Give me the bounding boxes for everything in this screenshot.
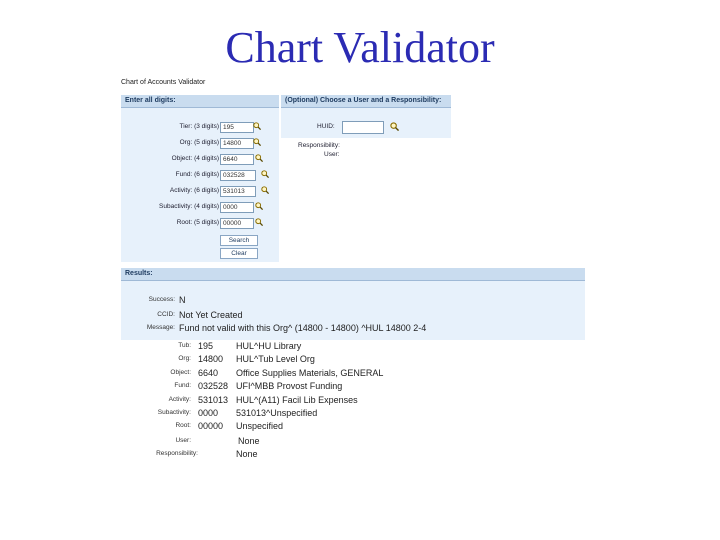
subactivity-label: Subactivity: (4 digits) (159, 203, 219, 210)
user-result-label: User: (175, 437, 191, 444)
responsibility-result-label: Responsibility: (156, 450, 198, 457)
detail-label: Root: (175, 422, 191, 429)
detail-desc: HUL^HU Library (236, 341, 302, 351)
huid-magnifier-icon[interactable] (390, 122, 399, 131)
optional-header: (Optional) Choose a User and a Responsibility: (281, 95, 451, 108)
message-row (121, 324, 175, 335)
detail-desc: UFI^MBB Provost Funding (236, 381, 343, 391)
form-row-tier (121, 122, 279, 134)
success-label: Success: (148, 296, 175, 303)
detail-desc: Office Supplies Materials, GENERAL (236, 368, 384, 378)
huid-input[interactable] (342, 121, 384, 134)
tier-magnifier-icon[interactable] (253, 122, 261, 130)
detail-row (121, 355, 191, 366)
detail-code: 195 (198, 341, 214, 351)
responsibility-result-value: None (236, 449, 258, 459)
form-row-root (121, 218, 279, 230)
form-row-subactivity (121, 202, 279, 214)
ccid-value: Not Yet Created (179, 310, 243, 320)
results-header: Results: (121, 268, 585, 281)
responsibility-label: Responsibility: (298, 142, 340, 149)
activity-label: Activity: (6 digits) (169, 187, 219, 194)
form-header: Enter all digits: (121, 95, 279, 108)
clear-button[interactable]: Clear (220, 248, 258, 259)
search-button[interactable]: Search (220, 235, 258, 246)
user-label: User: (324, 151, 340, 158)
detail-code: 14800 (198, 354, 224, 364)
fund-magnifier-icon[interactable] (261, 170, 269, 178)
detail-label: Object: (170, 369, 191, 376)
detail-desc: Unspecified (236, 421, 284, 431)
root-magnifier-icon[interactable] (255, 218, 263, 226)
detail-row (121, 382, 191, 393)
huid-label: HUID: (317, 123, 335, 130)
detail-code: 531013 (198, 395, 229, 405)
detail-label: Tub: (178, 342, 191, 349)
message-value: Fund not valid with this Org^ (14800 - 14800) ^HUL 14800 2-4 (179, 323, 427, 333)
user-result-row (121, 437, 191, 448)
root-input[interactable]: 00000 (220, 218, 254, 229)
root-label: Root: (5 digits) (176, 219, 219, 226)
detail-code: 6640 (198, 368, 219, 378)
detail-code: 0000 (198, 408, 219, 418)
fund-input[interactable]: 032528 (220, 170, 256, 181)
org-input[interactable]: 14800 (220, 138, 254, 149)
detail-desc: HUL^Tub Level Org (236, 354, 315, 364)
detail-row (121, 342, 191, 353)
responsibility-result-row (121, 450, 198, 461)
fund-label: Fund: (6 digits) (175, 171, 219, 178)
message-label: Message: (146, 324, 175, 331)
object-input[interactable]: 6640 (220, 154, 254, 165)
form-row-fund (121, 170, 279, 182)
slide-title: Chart Validator (225, 23, 495, 72)
detail-row (121, 409, 191, 420)
form-row-org (121, 138, 279, 150)
activity-magnifier-icon[interactable] (261, 186, 269, 194)
chart-form-panel (121, 95, 279, 262)
detail-label: Subactivity: (157, 409, 191, 416)
org-label: Org: (5 digits) (179, 139, 219, 146)
detail-row (121, 396, 191, 407)
detail-label: Org: (178, 355, 191, 362)
detail-row (121, 369, 191, 380)
object-label: Object: (4 digits) (171, 155, 219, 162)
detail-row (121, 422, 191, 433)
user-responsibility-panel (281, 95, 451, 138)
detail-label: Fund: (174, 382, 191, 389)
subactivity-input[interactable]: 0000 (220, 202, 254, 213)
activity-input[interactable]: 531013 (220, 186, 256, 197)
subactivity-magnifier-icon[interactable] (255, 202, 263, 210)
ccid-row (121, 311, 175, 322)
app-title: Chart of Accounts Validator (121, 79, 206, 86)
tier-input[interactable]: 195 (220, 122, 254, 133)
form-row-object (121, 154, 279, 166)
org-magnifier-icon[interactable] (253, 138, 261, 146)
ccid-label: CCID: (157, 311, 175, 318)
detail-desc: 531013^Unspecified (236, 408, 318, 418)
detail-desc: HUL^(A11) Facil Lib Expenses (236, 395, 358, 405)
user-result-value: None (238, 436, 260, 446)
success-value: N (179, 295, 186, 305)
detail-code: 032528 (198, 381, 229, 391)
object-magnifier-icon[interactable] (255, 154, 263, 162)
form-row-activity (121, 186, 279, 198)
tier-label: Tier: (3 digits) (179, 123, 219, 130)
detail-code: 00000 (198, 421, 224, 431)
detail-label: Activity: (168, 396, 191, 403)
success-row (121, 296, 175, 307)
